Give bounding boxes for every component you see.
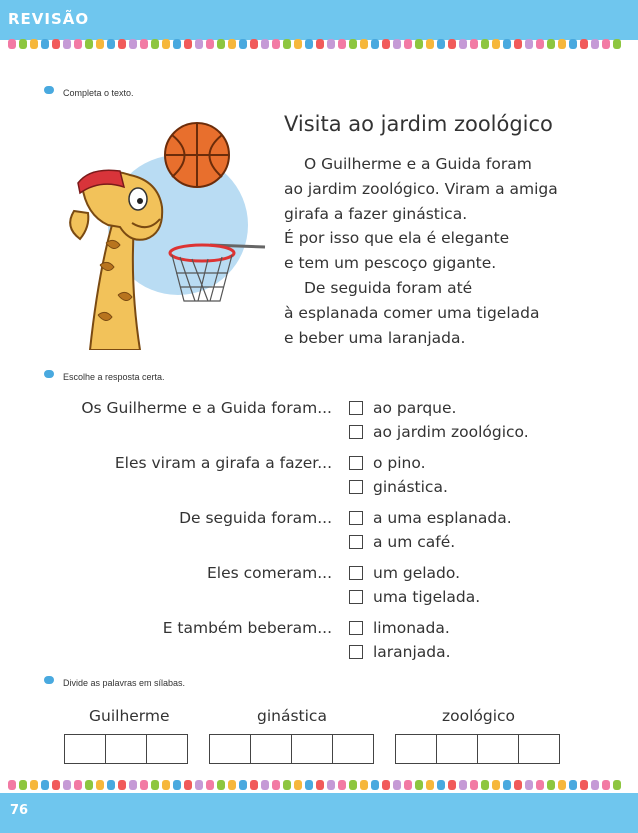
story-line: É por isso que ela é elegante	[284, 229, 510, 248]
border-dot	[118, 780, 126, 790]
border-dot	[580, 39, 588, 49]
answer-option: a uma esplanada.	[373, 509, 512, 527]
answer-option: ginástica.	[373, 478, 448, 496]
story-title: Visita ao jardim zoológico	[284, 112, 553, 136]
border-dot	[481, 39, 489, 49]
border-dot	[404, 39, 412, 49]
syllable-box[interactable]	[250, 734, 292, 764]
border-dot	[162, 780, 170, 790]
question-prompt: Eles viram a girafa a fazer...	[114, 454, 332, 472]
border-dot	[580, 780, 588, 790]
border-dot	[415, 780, 423, 790]
border-dot	[96, 39, 104, 49]
border-dot	[613, 39, 621, 49]
answer-checkbox[interactable]	[349, 535, 363, 549]
border-dot	[52, 780, 60, 790]
page-number: 76	[10, 803, 29, 818]
syllable-word: ginástica	[257, 707, 327, 725]
border-dot	[426, 39, 434, 49]
decorative-dot-border-bottom	[8, 779, 638, 791]
answer-checkbox[interactable]	[349, 511, 363, 525]
border-dot	[525, 39, 533, 49]
basketball-icon	[165, 123, 229, 187]
border-dot	[217, 780, 225, 790]
border-dot	[85, 780, 93, 790]
border-dot	[349, 780, 357, 790]
border-dot	[602, 780, 610, 790]
border-dot	[459, 39, 467, 49]
syllable-word: zoológico	[442, 707, 516, 725]
border-dot	[591, 780, 599, 790]
decorative-dot-border-top	[8, 38, 638, 50]
answer-option: o pino.	[373, 454, 426, 472]
border-dot	[30, 780, 38, 790]
border-dot	[19, 39, 27, 49]
border-dot	[173, 39, 181, 49]
border-dot	[525, 780, 533, 790]
border-dot	[195, 39, 203, 49]
border-dot	[283, 39, 291, 49]
border-dot	[448, 39, 456, 49]
border-dot	[184, 780, 192, 790]
answer-checkbox[interactable]	[349, 480, 363, 494]
syllable-box[interactable]	[105, 734, 147, 764]
border-dot	[63, 780, 71, 790]
border-dot	[371, 39, 379, 49]
border-dot	[569, 39, 577, 49]
border-dot	[261, 780, 269, 790]
border-dot	[195, 780, 203, 790]
border-dot	[41, 39, 49, 49]
answer-option: uma tigelada.	[373, 588, 481, 606]
question-prompt: E também beberam...	[162, 619, 332, 637]
border-dot	[459, 780, 467, 790]
border-dot	[470, 39, 478, 49]
border-dot	[19, 780, 27, 790]
border-dot	[74, 39, 82, 49]
syllable-box[interactable]	[477, 734, 519, 764]
border-dot	[151, 39, 159, 49]
border-dot	[338, 780, 346, 790]
border-dot	[129, 780, 137, 790]
bullet-icon	[44, 86, 54, 94]
bullet-icon	[44, 370, 54, 378]
border-dot	[382, 780, 390, 790]
border-dot	[261, 39, 269, 49]
border-dot	[173, 780, 181, 790]
border-dot	[536, 39, 544, 49]
border-dot	[338, 39, 346, 49]
syllable-box[interactable]	[64, 734, 106, 764]
border-dot	[547, 39, 555, 49]
story-text	[284, 152, 604, 350]
answer-option: ao jardim zoológico.	[373, 423, 529, 441]
border-dot	[393, 780, 401, 790]
story-line: à esplanada comer uma tigelada	[284, 303, 540, 322]
bullet-icon	[44, 676, 54, 684]
border-dot	[349, 39, 357, 49]
border-dot	[239, 780, 247, 790]
answer-checkbox[interactable]	[349, 590, 363, 604]
border-dot	[85, 39, 93, 49]
border-dot	[492, 780, 500, 790]
border-dot	[228, 780, 236, 790]
instruction-choose-answer: Escolhe a resposta certa.	[63, 372, 165, 382]
border-dot	[514, 39, 522, 49]
syllable-box[interactable]	[209, 734, 251, 764]
instruction-complete-text: Completa o texto.	[63, 88, 134, 98]
story-line: e tem um pescoço gigante.	[284, 254, 497, 273]
giraffe-basketball-illustration	[60, 115, 275, 350]
instruction-divide-syllables: Divide as palavras em sílabas.	[63, 678, 186, 688]
border-dot	[96, 780, 104, 790]
border-dot	[239, 39, 247, 49]
border-dot	[41, 780, 49, 790]
border-dot	[327, 780, 335, 790]
border-dot	[140, 780, 148, 790]
border-dot	[503, 39, 511, 49]
border-dot	[206, 39, 214, 49]
border-dot	[52, 39, 60, 49]
answer-option: a um café.	[373, 533, 456, 551]
story-line: O Guilherme e a Guida foram	[304, 155, 532, 173]
answer-checkbox[interactable]	[349, 456, 363, 470]
syllable-word: Guilherme	[89, 707, 170, 725]
border-dot	[415, 39, 423, 49]
answer-checkbox[interactable]	[349, 425, 363, 439]
answer-checkbox[interactable]	[349, 621, 363, 635]
question-prompt: Eles comeram...	[206, 564, 332, 582]
border-dot	[316, 780, 324, 790]
border-dot	[404, 780, 412, 790]
syllable-box[interactable]	[395, 734, 437, 764]
border-dot	[569, 780, 577, 790]
border-dot	[481, 780, 489, 790]
border-dot	[536, 780, 544, 790]
border-dot	[140, 39, 148, 49]
border-dot	[393, 39, 401, 49]
border-dot	[74, 780, 82, 790]
answer-option: laranjada.	[373, 643, 451, 661]
border-dot	[327, 39, 335, 49]
border-dot	[206, 780, 214, 790]
syllable-box[interactable]	[291, 734, 333, 764]
answer-option: limonada.	[373, 619, 450, 637]
story-line: De seguida foram até	[304, 278, 473, 297]
border-dot	[272, 39, 280, 49]
question-prompt: De seguida foram...	[179, 509, 332, 527]
header-band	[0, 0, 638, 40]
border-dot	[492, 39, 500, 49]
border-dot	[8, 39, 16, 49]
border-dot	[107, 780, 115, 790]
syllable-box[interactable]	[146, 734, 188, 764]
border-dot	[503, 780, 511, 790]
border-dot	[283, 780, 291, 790]
border-dot	[360, 780, 368, 790]
syllable-box[interactable]	[436, 734, 478, 764]
story-line: girafa a fazer ginástica.	[284, 204, 468, 223]
border-dot	[8, 780, 16, 790]
border-dot	[437, 39, 445, 49]
border-dot	[250, 39, 258, 49]
border-dot	[294, 39, 302, 49]
answer-option: um gelado.	[373, 564, 461, 582]
border-dot	[305, 780, 313, 790]
answer-checkbox[interactable]	[349, 566, 363, 580]
story-line: e beber uma laranjada.	[284, 328, 466, 347]
border-dot	[228, 39, 236, 49]
answer-checkbox[interactable]	[349, 401, 363, 415]
footer-band	[0, 793, 638, 833]
syllable-boxes-zoologico	[395, 734, 560, 764]
border-dot	[426, 780, 434, 790]
border-dot	[217, 39, 225, 49]
border-dot	[591, 39, 599, 49]
border-dot	[371, 780, 379, 790]
border-dot	[118, 39, 126, 49]
border-dot	[107, 39, 115, 49]
border-dot	[448, 780, 456, 790]
border-dot	[250, 780, 258, 790]
border-dot	[151, 780, 159, 790]
border-dot	[470, 780, 478, 790]
page-title: REVISÃO	[8, 10, 90, 28]
border-dot	[305, 39, 313, 49]
border-dot	[558, 39, 566, 49]
answer-option: ao parque.	[373, 399, 457, 417]
border-dot	[272, 780, 280, 790]
syllable-box[interactable]	[332, 734, 374, 764]
border-dot	[316, 39, 324, 49]
border-dot	[547, 780, 555, 790]
story-line: ao jardim zoológico. Viram a amiga	[284, 179, 558, 198]
border-dot	[129, 39, 137, 49]
question-prompt: Os Guilherme e a Guida foram...	[81, 399, 332, 417]
syllable-boxes-ginastica	[209, 734, 374, 764]
border-dot	[382, 39, 390, 49]
border-dot	[602, 39, 610, 49]
border-dot	[613, 780, 621, 790]
border-dot	[294, 780, 302, 790]
syllable-boxes-guilherme	[64, 734, 188, 764]
answer-checkbox[interactable]	[349, 645, 363, 659]
border-dot	[437, 780, 445, 790]
border-dot	[30, 39, 38, 49]
border-dot	[184, 39, 192, 49]
border-dot	[63, 39, 71, 49]
border-dot	[514, 780, 522, 790]
border-dot	[162, 39, 170, 49]
border-dot	[558, 780, 566, 790]
border-dot	[360, 39, 368, 49]
syllable-box[interactable]	[518, 734, 560, 764]
